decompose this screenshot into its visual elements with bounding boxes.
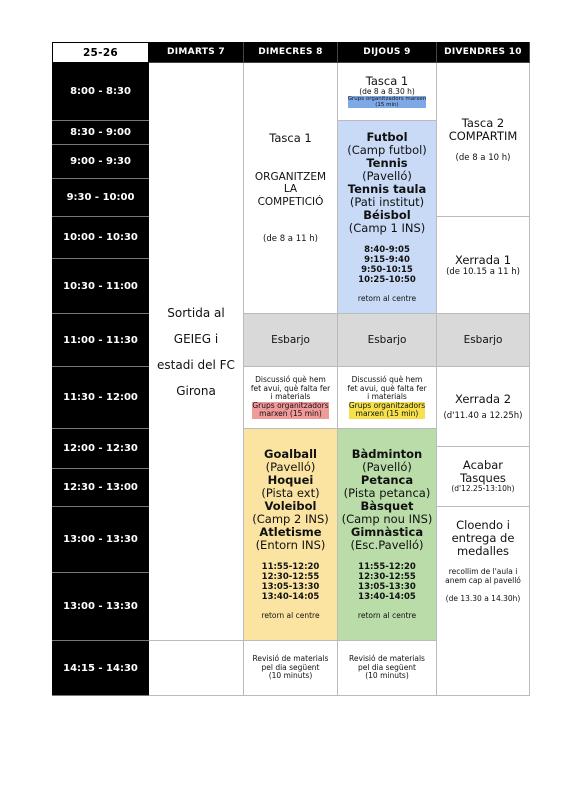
divendres-xerrada1-title: Xerrada 1 [454,252,512,267]
time-slot: 13:00 - 13:30 [52,573,149,641]
divendres-cloendo-title: Cloendo i entrega de medalles [451,518,515,558]
divendres-tasca2-cell [437,63,530,217]
divendres-tasca2-hours: (de 8 a 10 h) [455,152,511,163]
time-slot: 9:00 - 9:30 [52,145,149,179]
dijous-tasca1-cell [338,63,437,121]
dijous-tasca1-hours: (de 8 a 8.30 h) [359,86,415,96]
time-slot: 11:00 - 11:30 [52,314,149,367]
dimarts-trip-cell [149,63,244,641]
dimecres-sports-list: Goalball (Pavelló) Hoquei (Pista ext) Voleibol (Camp 2 INS) Atletisme (Entorn INS) [252,447,329,553]
dimecres-sports-slots: 11:55-12:20 12:30-12:55 13:05-13:30 13:40-14:05 [261,562,320,603]
divendres-acabar-title: Acabar Tasques [460,458,506,486]
dijous-sports-am-list: Futbol (Camp futbol) Tennis (Pavelló) Tennis taula (Pati institut) Béisbol (Camp 1 INS) [347,129,427,235]
dijous-tasca1-title: Tasca 1 [365,73,409,88]
time-slot: 13:00 - 13:30 [52,507,149,573]
dijous-tasca1-highlight: Grups organitzadors marxen (15 min) [347,96,427,109]
week-header: 25-26 [52,42,149,63]
dijous-revisio-cell [338,641,437,696]
divendres-xerrada2-cell [437,367,530,447]
day-header-dijous: DIJOUS 9 [338,42,437,63]
time-slot: 9:30 - 10:00 [52,179,149,217]
dimecres-sports-return: retorn al centre [261,611,320,621]
divendres-acabar-cell [437,447,530,507]
divendres-xerrada2-title: Xerrada 2 [454,391,512,406]
divendres-esbarjo-cell: Esbarjo [437,314,530,367]
divendres-xerrada1-cell [437,217,530,314]
schedule-table [52,42,530,696]
divendres-xerrada1-hours: (de 10.15 a 11 h) [446,266,520,277]
divendres-cloendo-cell [437,507,530,696]
dijous-sports-pm-return: retorn al centre [357,611,417,621]
dimecres-revisio-text: Revisió de materials pel dia següent (10 minuts) [252,654,329,681]
dimarts-trip-text: Sortida al GEIEG i estadi del FC Girona [157,305,235,398]
divendres-cloendo-note: recollim de l'aula i anem cap al pavelló [445,567,521,585]
time-slot: 10:00 - 10:30 [52,217,149,259]
dimecres-discussio-highlight: Grups organitzadors marxen (15 min) [252,400,329,419]
time-slot: 8:30 - 9:00 [52,121,149,145]
dimecres-revisio-cell [244,641,338,696]
dijous-sports-pm-cell [338,429,437,641]
dijous-discussio-cell [338,367,437,429]
time-slot: 14:15 - 14:30 [52,641,149,696]
dimecres-tasca1-subtitle: ORGANITZEM LA COMPETICIÓ [254,170,327,208]
dijous-sports-pm-list: Bàdminton (Pavelló) Petanca (Pista petanca) Bàsquet (Camp nou INS) Gimnàstica (Esc.Pavelló) [341,447,433,553]
dijous-discussio-highlight: Grups organitzadors marxen (15 min) [348,400,426,419]
day-header-divendres: DIVENDRES 10 [437,42,530,63]
time-slot: 12:00 - 12:30 [52,429,149,469]
divendres-xerrada2-hours: (d'11.40 a 12.25h) [443,410,523,421]
dimecres-tasca1-title: Tasca 1 [269,130,312,145]
dimecres-tasca1-hours: (de 8 a 11 h) [263,234,318,245]
dimecres-sports-cell [244,429,338,641]
time-slot: 12:30 - 13:00 [52,469,149,507]
dijous-discussio-text: Discussió què hem fet avui, què falta fer i materials [347,375,427,402]
dimecres-discussio-text: Discussió què hem fet avui, què falta fer i materials [250,375,331,402]
time-slot: 11:30 - 12:00 [52,367,149,429]
day-header-dimecres: DIMECRES 8 [244,42,338,63]
dijous-sports-am-return: retorn al centre [357,293,417,303]
dijous-sports-pm-slots: 11:55-12:20 12:30-12:55 13:05-13:30 13:40-14:05 [358,562,416,603]
dimarts-empty-cell [149,641,244,696]
dijous-sports-am-cell [338,121,437,314]
dimecres-esbarjo-cell: Esbarjo [244,314,338,367]
dimecres-discussio-cell [244,367,338,429]
day-header-dimarts: DIMARTS 7 [149,42,244,63]
dijous-revisio-text: Revisió de materials pel dia següent (10 minuts) [349,654,425,681]
divendres-tasca2-title: Tasca 2 COMPARTIM [448,115,518,143]
dijous-sports-am-slots: 8:40-9:05 9:15-9:40 9:50-10:15 10:25-10:50 [358,244,416,285]
dijous-esbarjo-cell: Esbarjo [338,314,437,367]
divendres-cloendo-hours: (de 13.30 a 14.30h) [445,594,521,603]
dimecres-tasca1-cell [244,63,338,314]
divendres-acabar-hours: (d'12.25-13:10h) [451,484,515,494]
time-slot: 10:30 - 11:00 [52,259,149,314]
time-slot: 8:00 - 8:30 [52,63,149,121]
